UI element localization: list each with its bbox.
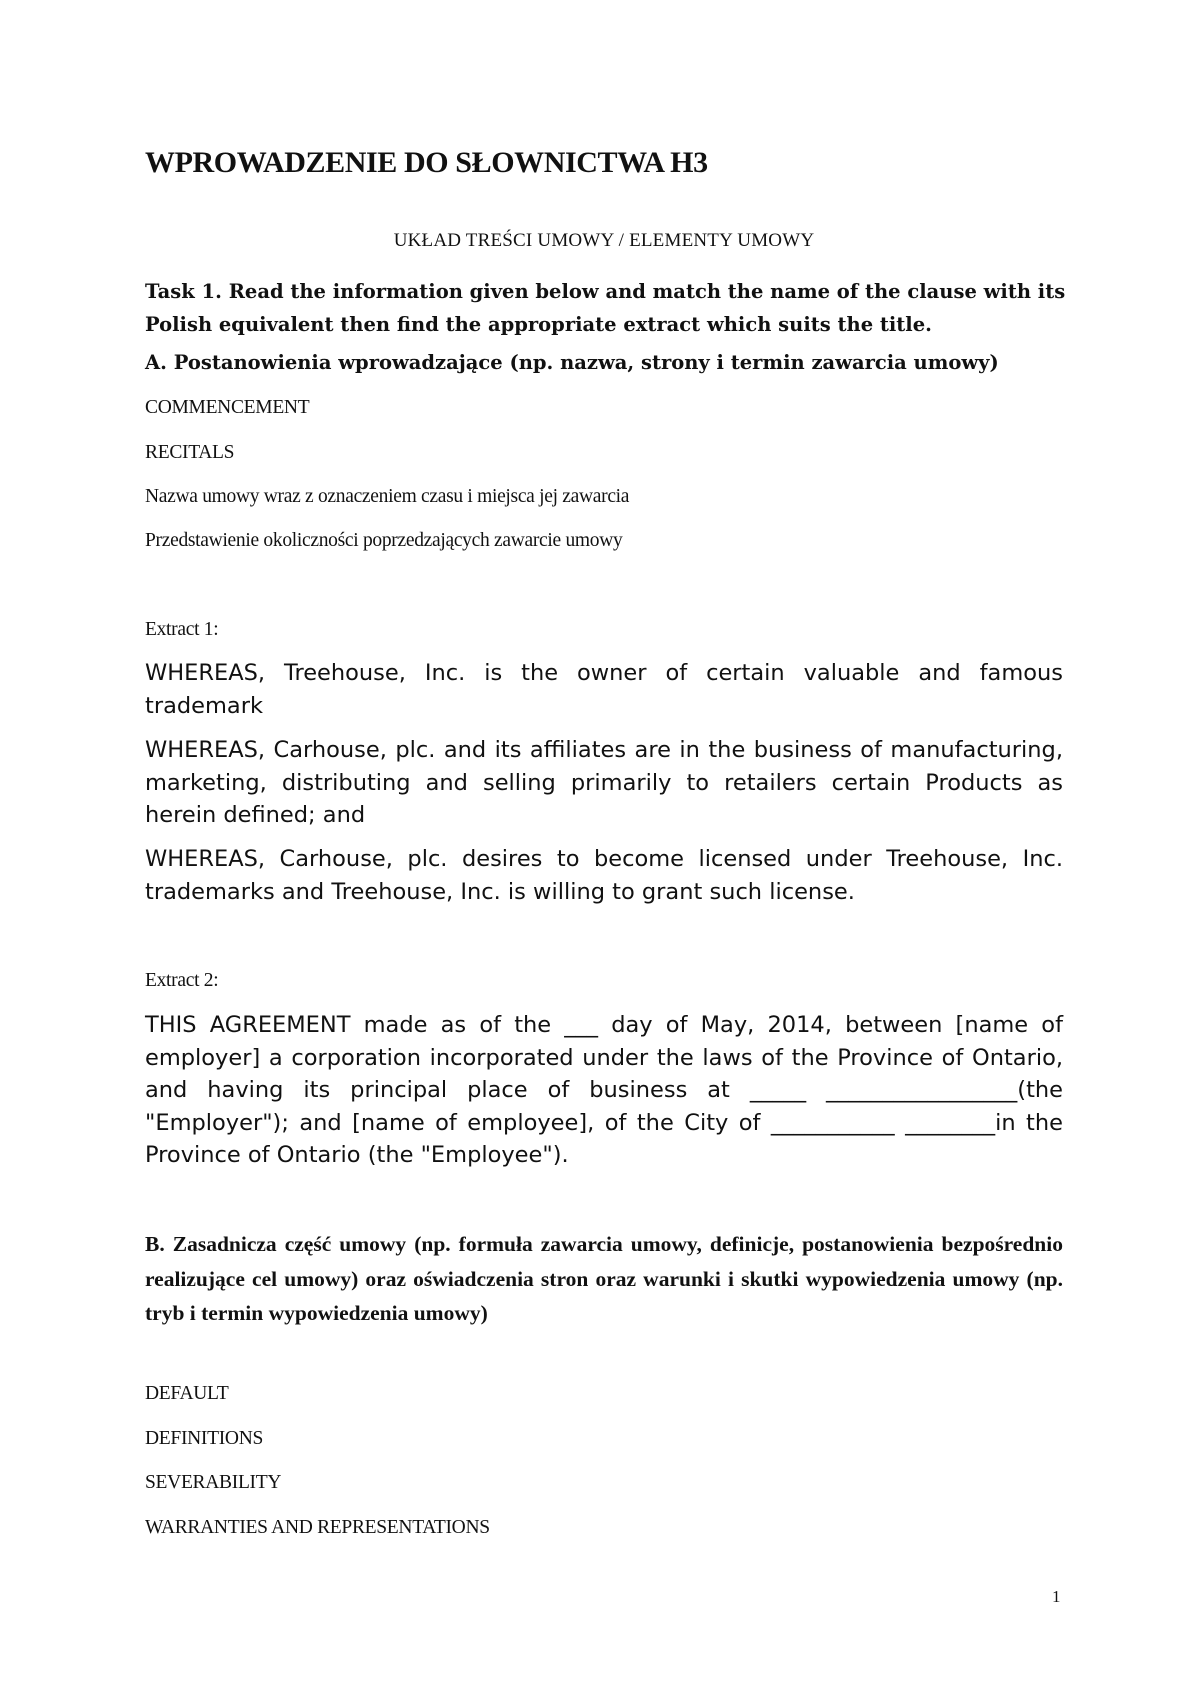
task-line-1: Task 1. Read the information given below and match the name of the clause with its xyxy=(145,280,1066,303)
section-a-item: COMMENCEMENT xyxy=(145,397,310,418)
section-b-item: DEFAULT xyxy=(145,1383,229,1404)
section-b-heading: B. Zasadnicza część umowy (np. formuła zawarcia umowy, definicje, postanowienia bezpośrednio realizujące cel umowy) oraz oświadczenia stron oraz warunki i skutki wypowiedzenia umowy (np. tryb i termin wypowiedzenia umowy) xyxy=(145,1232,1063,1325)
document-title: WPROWADZENIE DO SŁOWNICTWA H3 xyxy=(145,146,708,179)
extract-1-paragraph: WHEREAS, Carhouse, plc. and its affiliates are in the business of manufacturing, marketing, distributing and selling primarily to retailers certain Products as herein defined; and xyxy=(145,737,1063,828)
extract-2-paragraph: THIS AGREEMENT made as of the ___ day of May, 2014, between [name of employer] a corporation incorporated under the laws of the Province of Ontario, and having its principal place of business at _____ _________________(the "Employer"); and [name of employee], of the City of ___________ ________in the Province of Ontario (the "Employee"). xyxy=(145,1012,1063,1168)
page-number: 1 xyxy=(1052,1587,1061,1606)
section-a-item: Przedstawienie okoliczności poprzedzających zawarcie umowy xyxy=(145,530,623,551)
section-b-item: WARRANTIES AND REPRESENTATIONS xyxy=(145,1517,490,1538)
extract-1-paragraph: WHEREAS, Carhouse, plc. desires to become licensed under Treehouse, Inc. trademarks and Treehouse, Inc. is willing to grant such license. xyxy=(145,846,1063,905)
section-a-item: Nazwa umowy wraz z oznaczeniem czasu i miejsca jej zawarcia xyxy=(145,486,630,507)
task-line-2: Polish equivalent then find the appropriate extract which suits the title. xyxy=(145,313,932,336)
section-a-item: RECITALS xyxy=(145,442,235,463)
document-subtitle: UKŁAD TREŚCI UMOWY / ELEMENTY UMOWY xyxy=(393,230,815,251)
extract-2-label: Extract 2: xyxy=(145,970,219,991)
extract-1-paragraph: WHEREAS, Treehouse, Inc. is the owner of certain valuable and famous trademark xyxy=(145,660,1063,719)
section-a-heading: A. Postanowienia wprowadzające (np. nazwa, strony i termin zawarcia umowy) xyxy=(145,351,999,374)
section-b-item: SEVERABILITY xyxy=(145,1472,282,1493)
document-page xyxy=(145,0,1066,1698)
extract-1-label: Extract 1: xyxy=(145,619,219,640)
section-b-item: DEFINITIONS xyxy=(145,1428,264,1449)
task-instruction xyxy=(145,275,1065,341)
